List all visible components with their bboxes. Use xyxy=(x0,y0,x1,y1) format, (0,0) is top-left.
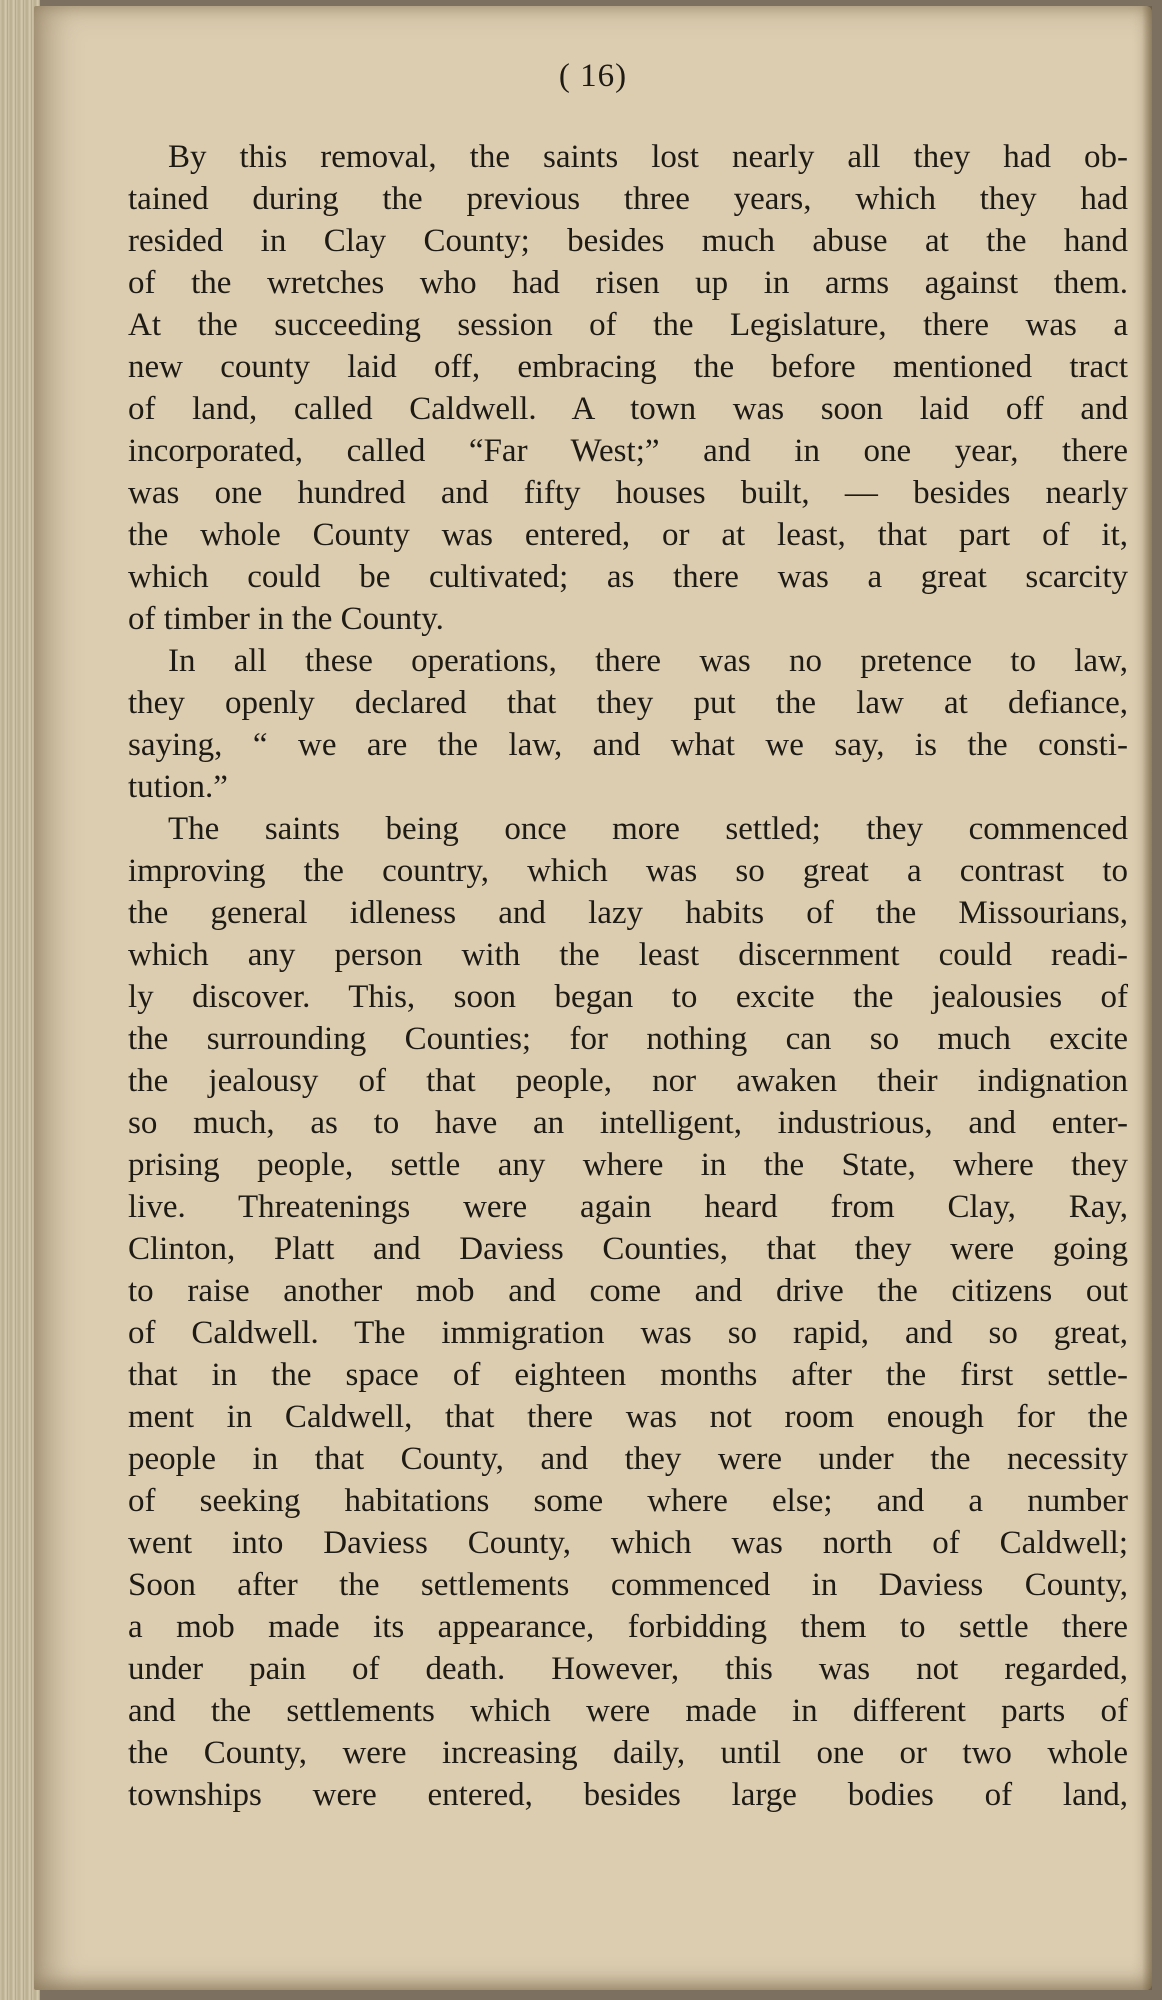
text-line: under pain of death. However, this was not regarded, xyxy=(128,1651,1128,1687)
paragraph xyxy=(128,640,1128,808)
text-line: prising people, settle any where in the State, where they xyxy=(128,1147,1128,1183)
body-text xyxy=(128,136,1128,1816)
page-edge xyxy=(1142,6,1152,1990)
text-line: By this removal, the saints lost nearly all they had ob- xyxy=(168,139,1128,175)
text-line: the surrounding Counties; for nothing can so much excite xyxy=(128,1021,1128,1057)
page-number: ( 16) xyxy=(558,58,628,94)
text-line: the jealousy of that people, nor awaken their indignation xyxy=(128,1063,1128,1099)
text-line: improving the country, which was so great a contrast to xyxy=(128,853,1128,889)
text-line: tained during the previous three years, which they had xyxy=(128,181,1128,217)
text-line: of Caldwell. The immigration was so rapid, and so great, xyxy=(128,1315,1128,1351)
text-line: a mob made its appearance, forbidding them to settle there xyxy=(128,1609,1128,1645)
text-line: ment in Caldwell, that there was not room enough for the xyxy=(128,1399,1128,1435)
text-line: so much, as to have an intelligent, industrious, and enter- xyxy=(128,1105,1128,1141)
text-line: and the settlements which were made in different parts of xyxy=(128,1693,1128,1729)
text-line: the general idleness and lazy habits of the Missourians, xyxy=(128,895,1128,931)
text-line: saying, “ we are the law, and what we say, is the consti- xyxy=(128,727,1128,763)
text-line: new county laid off, embracing the before mentioned tract xyxy=(128,349,1128,385)
text-line: ly discover. This, soon began to excite the jealousies of xyxy=(128,979,1128,1015)
text-line: went into Daviess County, which was north of Caldwell; xyxy=(128,1525,1128,1561)
paragraph xyxy=(128,808,1128,1816)
text-line: live. Threatenings were again heard from Clay, Ray, xyxy=(128,1189,1128,1225)
text-line: resided in Clay County; besides much abuse at the hand xyxy=(128,223,1128,259)
text-line: Clinton, Platt and Daviess Counties, that they were going xyxy=(128,1231,1128,1267)
text-line: of the wretches who had risen up in arms against them. xyxy=(128,265,1128,301)
text-line: that in the space of eighteen months after the first settle- xyxy=(128,1357,1128,1393)
text-line: people in that County, and they were under the necessity xyxy=(128,1441,1128,1477)
text-line: which could be cultivated; as there was a great scarcity xyxy=(128,559,1128,595)
paragraph xyxy=(128,136,1128,640)
text-line: townships were entered, besides large bodies of land, xyxy=(128,1777,1128,1813)
text-line: the County, were increasing daily, until one or two whole xyxy=(128,1735,1128,1771)
text-line: the whole County was entered, or at least, that part of it, xyxy=(128,517,1128,553)
text-line: they openly declared that they put the law at defiance, xyxy=(128,685,1128,721)
text-line: of land, called Caldwell. A town was soon laid off and xyxy=(128,391,1128,427)
text-line: of timber in the County. xyxy=(128,601,444,637)
text-line: which any person with the least discernment could readi- xyxy=(128,937,1128,973)
text-line: tution.” xyxy=(128,769,228,805)
page-number-value: 16 xyxy=(580,58,616,94)
text-line: was one hundred and fifty houses built, — besides nearly xyxy=(128,475,1128,511)
text-line: The saints being once more settled; they commenced xyxy=(168,811,1128,847)
text-line: to raise another mob and come and drive the citizens out xyxy=(128,1273,1128,1309)
text-line: incorporated, called “Far West;” and in one year, there xyxy=(128,433,1128,469)
book-page xyxy=(34,6,1152,1990)
text-line: At the succeeding session of the Legislature, there was a xyxy=(128,307,1128,343)
text-line: Soon after the settlements commenced in Daviess County, xyxy=(128,1567,1128,1603)
text-line: In all these operations, there was no pretence to law, xyxy=(168,643,1128,679)
text-line: of seeking habitations some where else; and a number xyxy=(128,1483,1128,1519)
